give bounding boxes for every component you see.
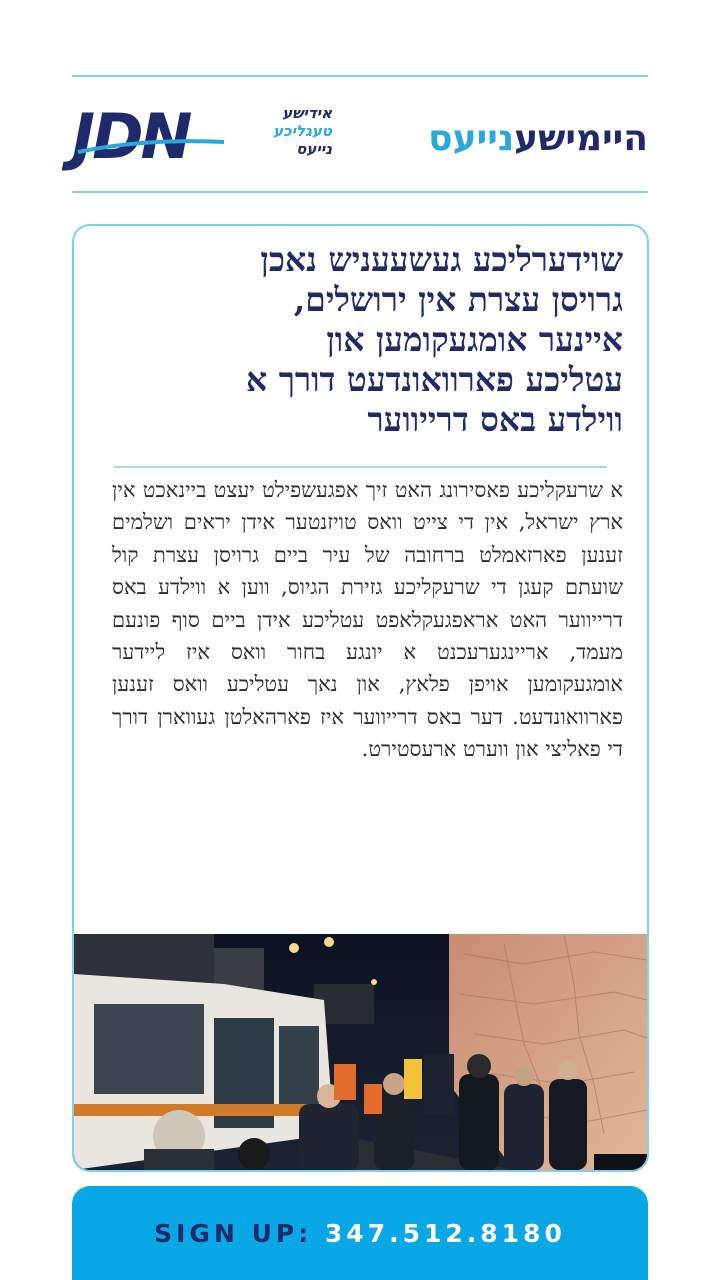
logo-line-1: אידישע bbox=[282, 104, 332, 122]
logo-line-2: טעגליכע bbox=[273, 122, 332, 140]
signup-label bbox=[154, 1219, 566, 1248]
headline-line: איינער אומגעקומען און bbox=[326, 320, 623, 359]
headline-divider bbox=[114, 466, 607, 468]
jdn-logo: JDN bbox=[72, 100, 190, 173]
signup-phone: 347.512.8180 bbox=[324, 1218, 566, 1248]
news-scene-photo bbox=[74, 934, 647, 1170]
brand-title bbox=[428, 118, 648, 160]
article-card bbox=[72, 224, 649, 1172]
headline-line: שוידערליכע געשעעניש נאכן bbox=[260, 240, 623, 279]
logo-yiddish-text bbox=[232, 104, 332, 158]
signup-button[interactable] bbox=[72, 1186, 648, 1280]
photo-illustration bbox=[74, 934, 647, 1170]
headline-line: עטליכע פארוואונדעט דורך א bbox=[246, 360, 623, 399]
article-body: א שרעקליכע פאסירונג האט זיך אפגעשפילט יעצט ביינאכט אין ארץ ישראל, אין די צייט וואס טויזנטער אידן יראים ושלמים זענען פארזאמלט ברחובה של עיר ביים גרויסן עצרת קול שועתם קעגן די שרעקליכע גזירת הגיוס, ווען א ווילדע באס דרייווער האט אראפגעקלאפט עטליכע אידן ביים סוף פונעם מעמד, אריינגערעכנט א יונגע בחור וואס איז ליידער אומגעקומען אויפן פלאץ, און נאך עטליכע וואס זענען פארוואונדעט. דער באס דרייווער איז פארהאלטן געווארן דורך די פאליצי און ווערט ארעסטירט. bbox=[112, 478, 623, 762]
top-divider bbox=[72, 75, 648, 77]
logo-swoosh-icon bbox=[76, 136, 226, 158]
headline-line: גרויסן עצרת אין ירושלים, bbox=[293, 280, 623, 319]
brand-title-part1: היימישע bbox=[514, 118, 648, 159]
brand-title-part2: נייעס bbox=[428, 118, 515, 159]
header bbox=[72, 96, 648, 180]
article-headline bbox=[123, 240, 623, 440]
header-divider bbox=[72, 191, 648, 193]
logo-line-3: נייעס bbox=[296, 140, 332, 158]
signup-text: SIGN UP: bbox=[154, 1218, 325, 1248]
headline-line: ווילדע באס דרייווער bbox=[367, 400, 623, 439]
